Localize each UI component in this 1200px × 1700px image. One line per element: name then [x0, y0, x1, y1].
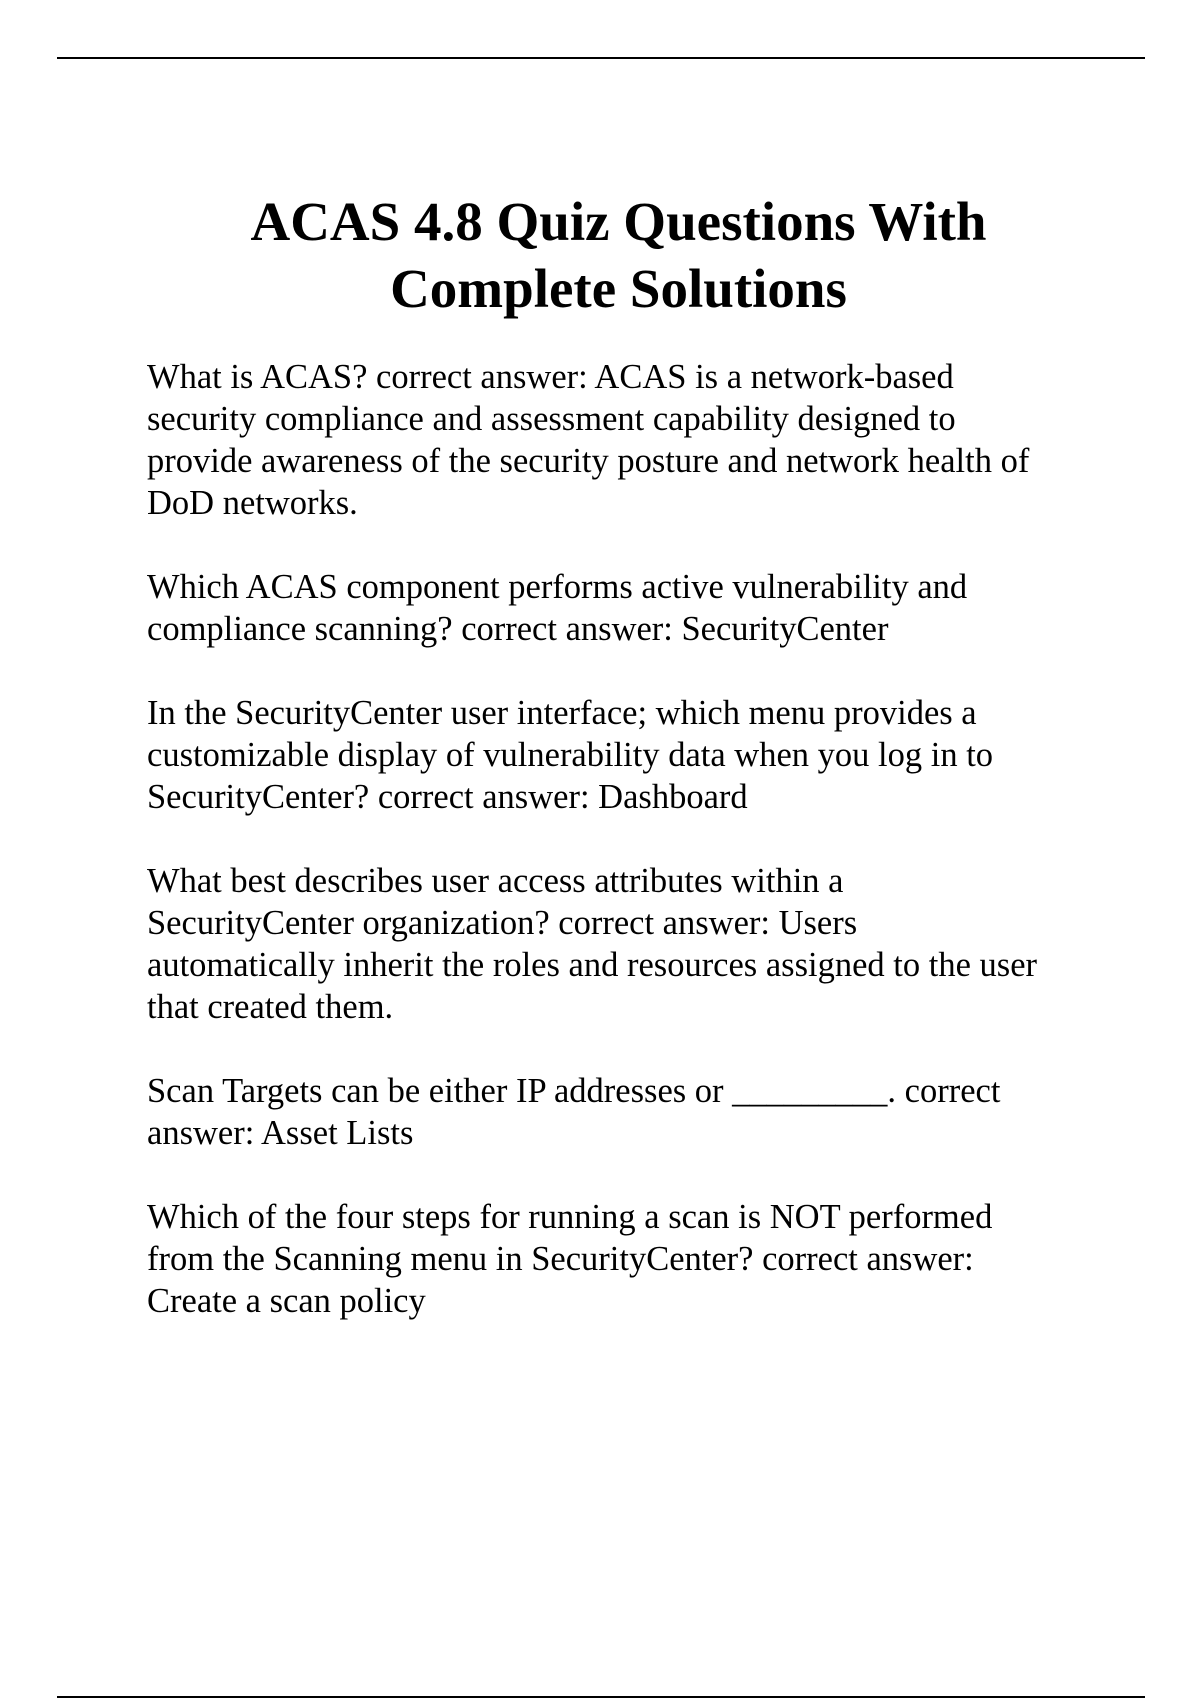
qa-line: DoD networks.	[147, 484, 358, 522]
qa-entry-5	[147, 1070, 1147, 1154]
qa-entry-4	[147, 860, 1147, 1028]
qa-line: answer: Asset Lists	[147, 1114, 414, 1152]
qa-entry-2	[147, 566, 1147, 650]
qa-list	[147, 356, 1147, 1364]
qa-line: compliance scanning? correct answer: SecurityCenter	[147, 610, 889, 648]
qa-line: Which ACAS component performs active vulnerability and	[147, 568, 968, 606]
qa-line: SecurityCenter? correct answer: Dashboard	[147, 778, 748, 816]
qa-line: In the SecurityCenter user interface; which menu provides a	[147, 694, 977, 732]
title-line-1: ACAS 4.8 Quiz Questions With	[250, 191, 987, 252]
title-line-2: Complete Solutions	[390, 258, 847, 319]
qa-line: Scan Targets can be either IP addresses or _________. correct	[147, 1072, 1001, 1110]
qa-line: Create a scan policy	[147, 1282, 426, 1320]
qa-line: that created them.	[147, 988, 394, 1026]
qa-line: from the Scanning menu in SecurityCenter? correct answer:	[147, 1240, 974, 1278]
qa-entry-6	[147, 1196, 1147, 1322]
qa-line: provide awareness of the security posture and network health of	[147, 442, 1030, 480]
qa-line: SecurityCenter organization? correct answer: Users	[147, 904, 858, 942]
qa-line: Which of the four steps for running a scan is NOT performed	[147, 1198, 993, 1236]
qa-entry-1	[147, 356, 1147, 524]
qa-line: What is ACAS? correct answer: ACAS is a network-based	[147, 358, 954, 396]
qa-line: automatically inherit the roles and resources assigned to the user	[147, 946, 1038, 984]
top-rule	[57, 57, 1145, 59]
qa-line: customizable display of vulnerability data when you log in to	[147, 736, 994, 774]
qa-line: What best describes user access attributes within a	[147, 862, 844, 900]
qa-line: security compliance and assessment capability designed to	[147, 400, 956, 438]
qa-entry-3	[147, 692, 1147, 818]
bottom-rule	[57, 1696, 1145, 1698]
document-title	[0, 188, 1200, 322]
